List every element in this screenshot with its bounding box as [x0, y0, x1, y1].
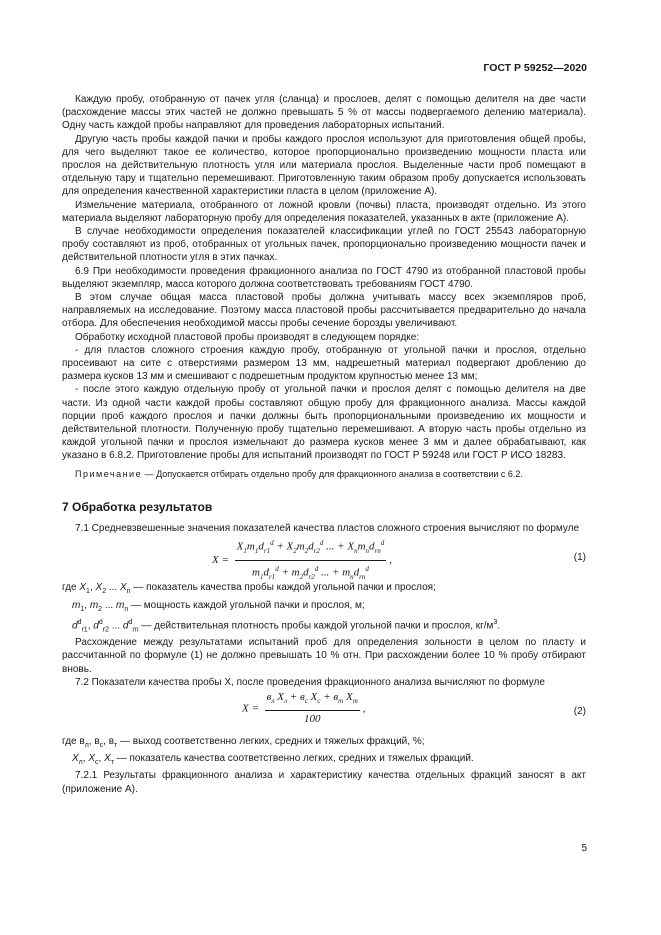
note-text: — Допускается отбирать отдельно пробу для фракционного анализа в соответствии с 6.2.: [142, 468, 523, 479]
paragraph: 7.2 Показатели качества пробы X, после проведения фракционного анализа вычисляют по формуле: [75, 676, 545, 688]
paragraph: 7.2.1 Результаты фракционного анализа и характеристику качества отдельных фракций заносят в акт (приложение А).: [62, 770, 586, 795]
where-clause: $m_1$, $m_2$ ... $m_n$ — мощность каждой угольной пачки и прослоя, м;: [72, 599, 365, 613]
formula-2-expression: X = $\frac{в_л X_л + в_с X_с + в_т X_т}{100}$ ,: [242, 691, 366, 726]
formula-1-expression: X = $\frac{X_1m_1d_{r1}^d + X_2m_2d_{r2}^d ... + X_nm_nd_{rn}^d}{m_1d_{r1}^d + m_2d_{r2}^d ... + m_nd_{rn}^d}$ ,: [212, 539, 393, 582]
note: [62, 468, 586, 481]
paragraph: Расхождение между результатами испытаний проб для определения зольности в целом по пласту и рассчитанной по формуле (1) не должно превышать 10 % отн. При расхождении более 10 % пробу отбирают вновь.: [62, 637, 586, 675]
paragraph: 6.9 При необходимости проведения фракционного анализа по ГОСТ 4790 из отобранной пластовой пробы выделяют экземпляр, масса которого должна соответствовать требованиям ГОСТ 4790.: [62, 265, 586, 290]
formula-2: [62, 691, 586, 731]
formula-1: [62, 537, 586, 582]
paragraph: В случае необходимости определения показателей классификации углей по ГОСТ 25543 лабораторную пробу составляют из проб, отобранных от угольных пачек, пропорционально произведению мощности пачек и действительной плотности угля в этих пачках.: [62, 226, 586, 264]
where-clause: $d^d_{r1}$, $d^d_{r2}$ ... $d^d_{rn}$ — действительная плотность пробы каждой угольной пачки и прослоя, $кг/м^3$.: [72, 618, 501, 634]
document-body: [62, 93, 586, 796]
formula-2-number: (2): [573, 706, 586, 718]
paragraph: 7.1 Средневзвешенные значения показателей качества пластов сложного строения вычисляют по формуле: [75, 523, 580, 535]
paragraph: Другую часть пробы каждой пачки и пробы каждого прослоя используют для приготовления общей пробы, для чего выделяют такое ее количество, которое пропорционально произведению мощности пласта или прослоя на действительную плотность угля или материала прослоя. Выделенные части проб помещают в отдельную тару и тщательно перемешивают. Приготовленную таким образом пробу допускается использовать для определения качественной характеристики пласта в целом (приложение А).: [62, 133, 586, 198]
where-clause: $X_л$, $X_с$, $X_т$ — показатель качества соответственно легких, средних и тяжелых фракций.: [72, 753, 474, 767]
formula-1-number: (1): [573, 552, 586, 564]
paragraph: Измельчение материала, отобранного от ложной кровли (почвы) пласта, производят отдельно. Из этого материала выделяют лабораторную пробу для определения показателей, указанных в акте (приложение А).: [62, 199, 586, 224]
paragraph: В этом случае общая масса пластовой пробы должна учитывать массу всех экземпляров проб, направляемых на исследование. Поэтому масса пластовой пробы рассчитывается предварительно до начала отбора. Для обеспечения необходимой массы пробы сечение борозды увеличивают.: [62, 292, 586, 330]
list-item: - для пластов сложного строения каждую пробу, отобранную от угольной пачки и прослоя, отдельно просеивают на сите с отверстиями размером 13 мм, надрешетный материал подвергают дроблению до размера кусков 13 мм и смешивают с подрешетным продуктом крупностью менее 13 мм;: [62, 344, 586, 383]
where-clause: где $X_1$, $X_2$ ... $X_n$ — показатель качества пробы каждой угольной пачки и прослоя;: [62, 582, 436, 596]
paragraph: Обработку исходной пластовой пробы производят в следующем порядке:: [75, 331, 420, 343]
paragraph: Каждую пробу, отобранную от пачек угля (сланца) и прослоев, делят с помощью делителя на две части (расхождение массы этих частей не должно превышать 5 % от массы подвергаемого делению материала). Одну часть каждой пробы направляют для проведения лабораторных испытаний.: [62, 94, 586, 132]
where-clause: где $в_л$, $в_с$, $в_т$ — выход соответственно легких, средних и тяжелых фракций, %;: [62, 736, 425, 750]
section-title: 7 Обработка результатов: [62, 499, 213, 514]
document-header: ГОСТ Р 59252—2020: [483, 62, 587, 74]
list-item: - после этого каждую отдельную пробу от угольной пачки и прослоя делят с помощью делителя на две части. Из одной части каждой пробы составляют общую пробу для фракционного анализа. Массы каждой порции проб каждого прослоя и пачки должны быть пропорциональными произведению их мощности и действительной плотности. Полученную пробу тщательно перемешивают. А вторую часть пробы отдельно из каждой угольной пачки и прослоя измельчают до размера кусков менее 3 мм и далее обрабатывают, как указано в 6.8.2. Приготовление пробы для испытаний производят по ГОСТ Р 59248 или ГОСТ Р ИСО 18283.: [62, 384, 586, 462]
page-number: 5: [581, 843, 587, 854]
note-label: Примечание: [75, 468, 143, 479]
